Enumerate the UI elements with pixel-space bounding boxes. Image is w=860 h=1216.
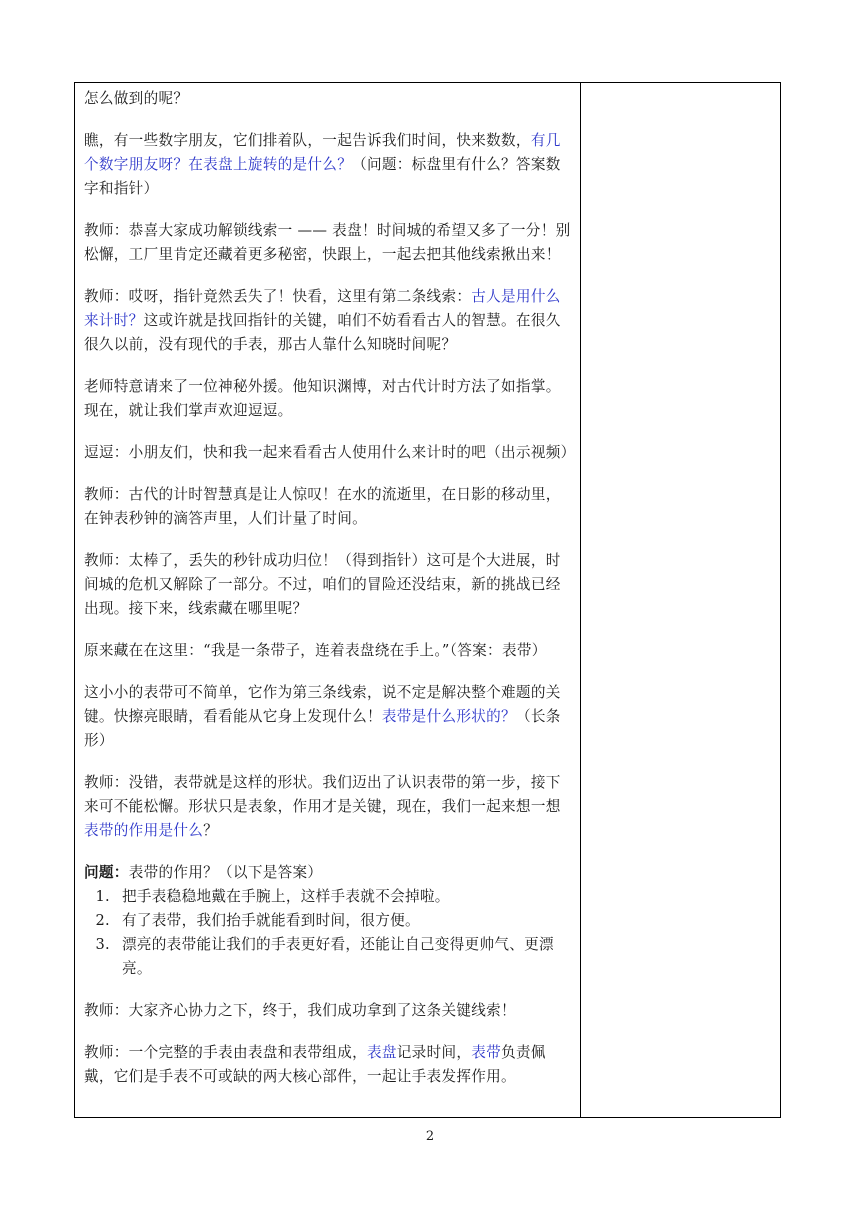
body-text: 这或许就是找回指针的关键，咱们不妨看看古人的智慧。在很久很久以前，没有现代的手表，那古人靠什么知晓时间呢？ (84, 312, 561, 353)
body-text: （长条形） (84, 708, 561, 749)
answer-number: 2. (95, 912, 110, 929)
answer-item (84, 885, 574, 909)
body-text: 老师特意请来了一位神秘外援。他知识渊博，对古代计时方法了如指掌。现在，就让我们掌声欢迎逗逗。 (84, 378, 561, 419)
question-label: 问题： (84, 864, 129, 881)
paragraph-p10 (84, 681, 574, 753)
page-number: 2 (425, 1129, 435, 1144)
question-text: 表带的作用？（以下是答案） (128, 864, 323, 881)
body-text: ？ (203, 822, 219, 839)
answer-list (84, 885, 574, 981)
body-text: 负责佩戴，它们是手表不可或缺的两大核心部件，一起让手表发挥作用。 (84, 1044, 546, 1085)
emphasis-text: 表带 (471, 1044, 502, 1061)
answer-number: 3. (95, 936, 110, 953)
closing-paragraphs (84, 999, 574, 1089)
paragraph-p4 (84, 285, 574, 357)
answer-item (84, 933, 574, 981)
paragraph-p12 (84, 999, 574, 1023)
answer-text: 漂亮的表带能让我们的手表更好看，还能让自己变得更帅气、更漂亮。 (122, 936, 554, 977)
paragraph-p2 (84, 129, 574, 201)
lesson-paragraphs (84, 87, 574, 843)
body-text: 记录时间， (396, 1044, 472, 1061)
emphasis-text: 表带是什么形状的？ (381, 708, 516, 725)
paragraph-p8 (84, 549, 574, 621)
emphasis-text: 有几个数字朋友呀？在表盘上旋转的是什么？ (84, 132, 561, 173)
body-text: 教师：太棒了，丢失的秒针成功归位！（得到指针）这可是个大进展，时间城的危机又解除了一部分。不过，咱们的冒险还没结束，新的挑战已经出现。接下来，线索藏在哪里呢？ (84, 552, 561, 617)
lesson-script-cell (84, 87, 574, 1089)
paragraph-p9 (84, 639, 574, 663)
question-heading (84, 861, 574, 885)
emphasis-text: 古人是用什么来计时？ (84, 288, 561, 329)
body-text: 怎么做到的呢？ (84, 90, 189, 107)
emphasis-text: 表带的作用是什么 (84, 822, 204, 839)
body-text: 教师：一个完整的手表由表盘和表带组成， (84, 1044, 367, 1061)
body-text: 原来藏在在这里：“我是一条带子，连着表盘绕在手上。”（答案：表带） (84, 642, 547, 659)
paragraph-p1 (84, 87, 574, 111)
paragraph-p6 (84, 441, 574, 465)
answer-text: 把手表稳稳地戴在手腕上，这样手表就不会掉啦。 (122, 888, 450, 905)
body-text: 这小小的表带可不简单，它作为第三条线索，说不定是解决整个难题的关键。快擦亮眼睛，看看能从它身上发现什么！ (84, 684, 561, 725)
body-text: 逗逗：小朋友们，快和我一起来看看古人使用什么来计时的吧（出示视频） (84, 444, 576, 461)
emphasis-text: 表盘 (366, 1044, 397, 1061)
body-text: 教师：古代的计时智慧真是让人惊叹！在水的流逝里，在日影的移动里，在钟表秒钟的滴答声里，人们计量了时间。 (84, 486, 561, 527)
body-text: 教师：哎呀，指针竟然丢失了！快看，这里有第二条线索： (84, 288, 472, 305)
paragraph-p13 (84, 1041, 574, 1089)
answer-item (84, 909, 574, 933)
answer-number: 1. (95, 888, 110, 905)
body-text: 教师：大家齐心协力之下，终于，我们成功拿到了这条关键线索！ (84, 1002, 516, 1019)
paragraph-p3 (84, 219, 574, 267)
body-text: （问题：标盘里有什么？答案数字和指针） (84, 156, 561, 197)
lesson-table (74, 82, 781, 1118)
paragraph-p7 (84, 483, 574, 531)
body-text: 瞧，有一些数字朋友，它们排着队，一起告诉我们时间，快来数数， (84, 132, 531, 149)
body-text: 教师：恭喜大家成功解锁线索一 —— 表盘！时间城的希望又多了一分！别松懈，工厂里肯定还藏着更多秘密，快跟上，一起去把其他线索揪出来！ (84, 222, 571, 263)
paragraph-p5 (84, 375, 574, 423)
paragraph-p11 (84, 771, 574, 843)
body-text: 教师：没错，表带就是这样的形状。我们迈出了认识表带的第一步，接下来可不能松懈。形状只是表象，作用才是关键，现在，我们一起来想一想 (84, 774, 561, 815)
column-divider (580, 83, 581, 1117)
answer-text: 有了表带，我们抬手就能看到时间，很方便。 (122, 912, 420, 929)
